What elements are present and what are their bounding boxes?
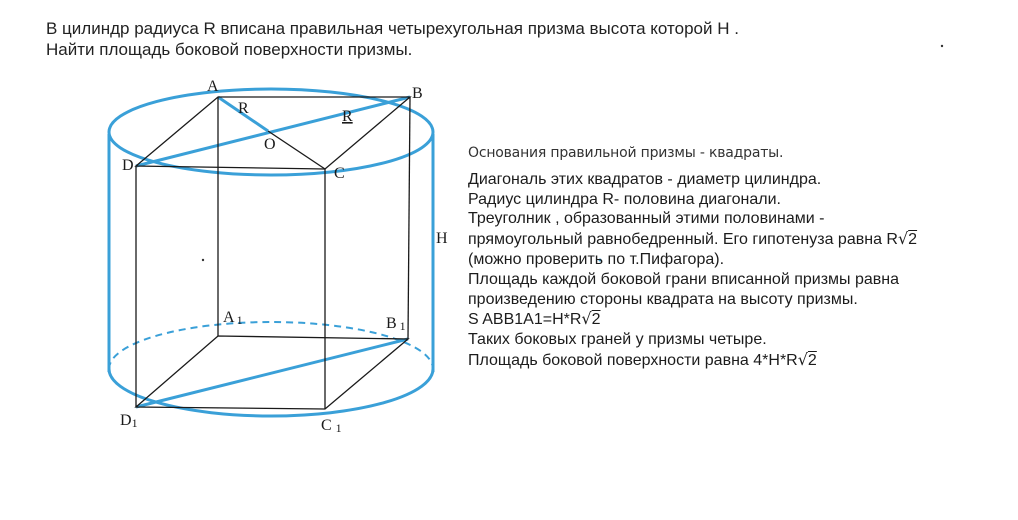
label-r-ob: R: [342, 108, 353, 125]
label-c: C: [334, 165, 345, 182]
label-d1: D1: [120, 412, 138, 430]
label-b1: B 1: [386, 315, 406, 333]
stray-dot: [941, 45, 943, 47]
solution-line-triangle: Треуголник , образованный этими половинами -: [468, 210, 825, 228]
solution-text: [468, 144, 917, 371]
solution-line-pythagoras: (можно проверить по т.Пифагора).: [468, 250, 725, 268]
solution-line-diagonal: Диагональ этих квадратов - диаметр цилиндра.: [468, 170, 822, 188]
solution-line-formula: S ABB1A1=H*R√2: [468, 309, 601, 329]
edge-bb1: [408, 97, 410, 339]
solution-line-bases: Основания правильной призмы - квадраты.: [468, 145, 784, 161]
solution-line-radius: Радиус цилиндра R- половина диагонали.: [468, 190, 781, 208]
label-d: D: [122, 157, 134, 174]
label-a: A: [207, 78, 219, 95]
label-b: B: [412, 85, 423, 102]
sqrt-sign: √: [797, 349, 808, 369]
problem-line-1: В цилиндр радиуса R вписана правильная четырехугольная призма высота которой H .: [46, 19, 739, 38]
solution-line-face-area: Площадь каждой боковой грани вписанной призмы равна: [468, 270, 900, 288]
label-a1: A 1: [223, 309, 243, 327]
label-o: O: [264, 136, 276, 153]
label-c1: C 1: [321, 417, 342, 435]
solution-line-product: произведению стороны квадрата на высоту призмы.: [468, 290, 858, 308]
sqrt-sign: √: [897, 229, 909, 249]
solution-line-hypotenuse: прямоугольный равнобедренный. Его гипотенуза равна R√2: [468, 229, 918, 249]
label-h: H: [436, 230, 448, 247]
label-r-ao: R: [238, 100, 249, 117]
stray-dot: [202, 259, 204, 261]
solution-line-answer: Площадь боковой поверхности равна 4*H*R√2: [468, 349, 817, 369]
sqrt-sign: √: [581, 309, 592, 329]
solution-line-four-faces: Таких боковых граней у призмы четыре.: [468, 331, 767, 349]
problem-line-2: Найти площадь боковой поверхности призмы.: [46, 40, 413, 59]
top-half-diagonal-oc: [268, 131, 325, 169]
